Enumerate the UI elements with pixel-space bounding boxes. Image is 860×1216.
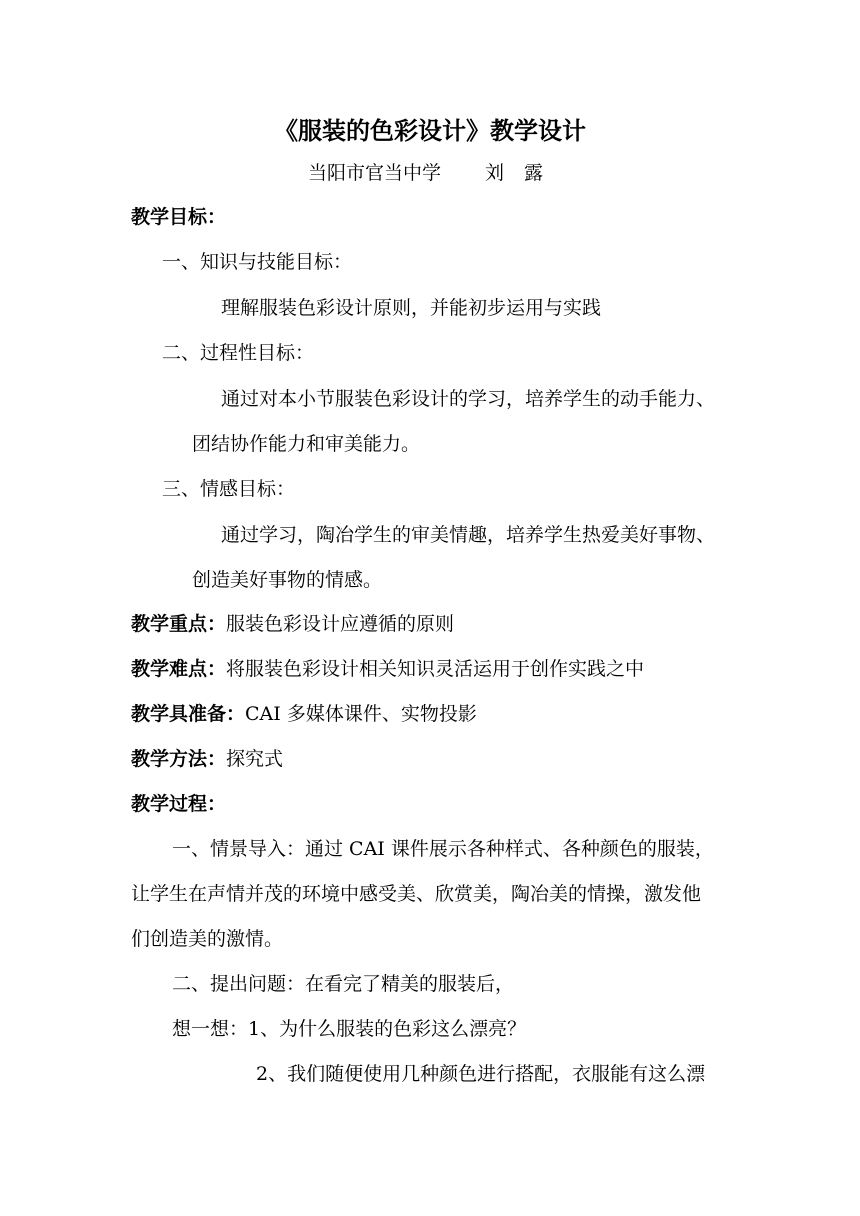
process2-line1: 二、提出问题：在看完了精美的服装后， (172, 973, 515, 995)
process1-line3: 们创造美的激情。 (131, 928, 284, 950)
goal1-heading: 一、知识与技能目标： (162, 251, 353, 273)
method-row (131, 746, 283, 772)
goal2-text-line2: 团结协作能力和审美能力。 (192, 433, 421, 455)
process2-line2: 想一想：1、为什么服装的色彩这么漂亮？ (172, 1018, 527, 1040)
difficulty-row (131, 656, 644, 682)
difficulty-label: 教学难点： (131, 658, 227, 680)
goal1-text: 理解服装色彩设计原则，并能初步运用与实践 (221, 297, 602, 319)
method-label: 教学方法： (131, 748, 227, 770)
preparation-text: CAI 多媒体课件、实物投影 (245, 703, 477, 725)
goal3-heading: 三、情感目标： (162, 478, 296, 500)
document-title: 《服装的色彩设计》教学设计 (274, 117, 586, 145)
method-text: 探究式 (226, 748, 284, 770)
process1-line2: 让学生在声情并茂的环境中感受美、欣赏美，陶冶美的情操，激发他 (131, 883, 702, 905)
preparation-label: 教学具准备： (131, 703, 246, 725)
key-point-text: 服装色彩设计应遵循的原则 (226, 613, 455, 635)
goals-heading: 教学目标： (131, 206, 227, 228)
process-heading: 教学过程： (131, 793, 227, 815)
goal2-heading: 二、过程性目标： (162, 342, 315, 364)
goal3-text-line1: 通过学习，陶冶学生的审美情趣，培养学生热爱美好事物、 (221, 524, 716, 546)
author-given-name: 露 (524, 162, 544, 184)
school-name: 当阳市官当中学 (308, 162, 442, 184)
preparation-row (131, 701, 477, 727)
key-point-row (131, 611, 454, 637)
goal3-text-line2: 创造美好事物的情感。 (192, 569, 383, 591)
author-line (308, 160, 543, 186)
author-surname: 刘 (485, 162, 505, 184)
difficulty-text: 将服装色彩设计相关知识灵活运用于创作实践之中 (226, 658, 645, 680)
key-point-label: 教学重点： (131, 613, 227, 635)
process2-line3: 2、我们随便使用几种颜色进行搭配，衣服能有这么漂 (256, 1063, 706, 1085)
goal2-text-line1: 通过对本小节服装色彩设计的学习，培养学生的动手能力、 (221, 388, 716, 410)
process1-line1: 一、情景导入：通过 CAI 课件展示各种样式、各种颜色的服装， (172, 838, 714, 860)
